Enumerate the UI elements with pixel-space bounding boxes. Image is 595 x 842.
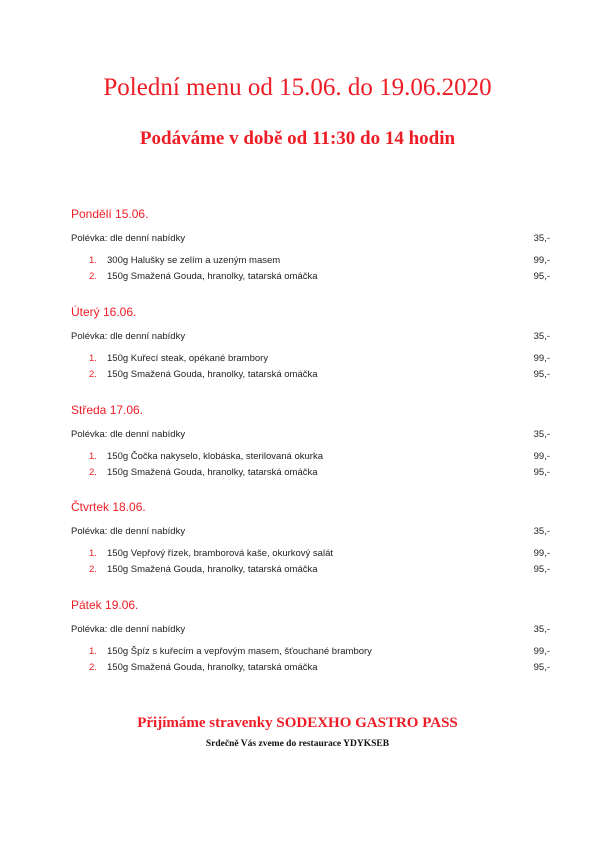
meal-description: 150g Čočka nakyselo, klobáska, sterilovaná okurka — [107, 451, 323, 462]
serving-hours: Podáváme v době od 11:30 do 14 hodin — [139, 128, 456, 149]
soup-price: 35,- — [533, 429, 550, 440]
meal-number: 1. — [89, 548, 97, 559]
meal-item — [71, 270, 551, 286]
meal-list — [71, 352, 551, 384]
soup-row — [71, 232, 551, 245]
meal-number: 2. — [89, 369, 97, 380]
meal-item — [71, 547, 551, 563]
day-heading: Pondělí 15.06. — [71, 207, 149, 221]
day-section-monday — [71, 207, 551, 286]
meal-item — [71, 645, 551, 661]
page-title: Polední menu od 15.06. do 19.06.2020 — [103, 74, 492, 101]
soup-price: 35,- — [533, 233, 550, 244]
soup-row — [71, 525, 551, 538]
meal-description: 150g Smažená Gouda, hranolky, tatarská omáčka — [107, 369, 318, 380]
day-heading: Čtvrtek 18.06. — [71, 500, 146, 514]
meal-number: 2. — [89, 271, 97, 282]
meal-description: 150g Kuřecí steak, opékané brambory — [107, 353, 269, 364]
meal-description: 300g Halušky se zelím a uzeným masem — [107, 255, 281, 266]
meal-item — [71, 368, 551, 384]
meal-price: 95,- — [533, 369, 550, 380]
meal-list — [71, 547, 551, 579]
day-heading: Úterý 16.06. — [71, 305, 137, 319]
meal-price: 99,- — [533, 548, 550, 559]
meal-number: 1. — [89, 646, 97, 657]
meal-list — [71, 254, 551, 286]
vouchers-note: Přijímáme stravenky SODEXHO GASTRO PASS — [137, 715, 458, 731]
meal-description: 150g Špíz s kuřecím a vepřovým masem, šťouchané brambory — [107, 646, 372, 657]
meal-item — [71, 466, 551, 482]
meal-description: 150g Smažená Gouda, hranolky, tatarská omáčka — [107, 564, 318, 575]
meal-description: 150g Vepřový řízek, bramborová kaše, okurkový salát — [107, 548, 334, 559]
meal-item — [71, 254, 551, 270]
meal-description: 150g Smažená Gouda, hranolky, tatarská omáčka — [107, 271, 318, 282]
meal-price: 99,- — [533, 353, 550, 364]
meal-price: 95,- — [533, 271, 550, 282]
meal-item — [71, 563, 551, 579]
meal-list — [71, 450, 551, 482]
meal-number: 2. — [89, 564, 97, 575]
soup-row — [71, 623, 551, 636]
soup-price: 35,- — [533, 331, 550, 342]
day-heading: Pátek 19.06. — [71, 598, 139, 612]
day-heading: Středa 17.06. — [71, 403, 144, 417]
soup-label: Polévka: dle denní nabídky — [71, 429, 186, 440]
day-section-wednesday — [71, 403, 551, 482]
soup-row — [71, 428, 551, 441]
soup-price: 35,- — [533, 624, 550, 635]
meal-item — [71, 352, 551, 368]
meal-item — [71, 450, 551, 466]
day-section-friday — [71, 598, 551, 677]
meal-list — [71, 645, 551, 677]
meal-price: 99,- — [533, 451, 550, 462]
meal-price: 95,- — [533, 662, 550, 673]
soup-row — [71, 330, 551, 343]
soup-price: 35,- — [533, 526, 550, 537]
day-section-thursday — [71, 500, 551, 579]
soup-label: Polévka: dle denní nabídky — [71, 526, 186, 537]
meal-number: 2. — [89, 467, 97, 478]
meal-item — [71, 661, 551, 677]
meal-price: 99,- — [533, 646, 550, 657]
day-section-tuesday — [71, 305, 551, 384]
soup-label: Polévka: dle denní nabídky — [71, 331, 186, 342]
meal-description: 150g Smažená Gouda, hranolky, tatarská omáčka — [107, 467, 318, 478]
meal-price: 99,- — [533, 255, 550, 266]
soup-label: Polévka: dle denní nabídky — [71, 233, 186, 244]
meal-number: 1. — [89, 353, 97, 364]
meal-number: 2. — [89, 662, 97, 673]
meal-description: 150g Smažená Gouda, hranolky, tatarská omáčka — [107, 662, 318, 673]
meal-number: 1. — [89, 255, 97, 266]
soup-label: Polévka: dle denní nabídky — [71, 624, 186, 635]
invitation-note: Srdečně Vás zveme do restaurace YDYKSEB — [205, 739, 390, 749]
meal-price: 95,- — [533, 467, 550, 478]
meal-number: 1. — [89, 451, 97, 462]
meal-price: 95,- — [533, 564, 550, 575]
